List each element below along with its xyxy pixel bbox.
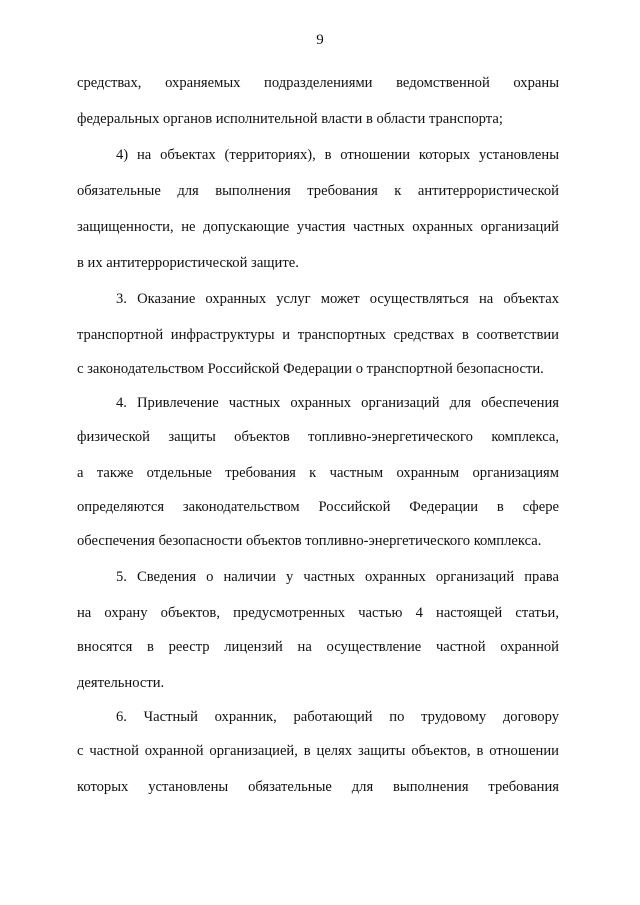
text-line: средствах, охраняемых подразделениями ведомственной охраны — [77, 75, 559, 91]
text-line: федеральных органов исполнительной власти в области транспорта; — [77, 111, 503, 127]
text-line: которых установлены обязательные для выполнения требования — [77, 779, 559, 795]
text-line: 4. Привлечение частных охранных организаций для обеспечения — [116, 395, 559, 411]
text-line: защищенности, не допускающие участия частных охранных организаций — [77, 219, 559, 235]
text-line: определяются законодательством Российской Федерации в сфере — [77, 499, 559, 515]
text-line: в их антитеррористической защите. — [77, 255, 299, 271]
text-line: 4) на объектах (территориях), в отношении которых установлены — [116, 147, 559, 163]
text-line: 6. Частный охранник, работающий по трудовому договору — [116, 709, 559, 725]
text-line: с законодательством Российской Федерации о транспортной безопасности. — [77, 361, 544, 377]
page-number: 9 — [316, 32, 324, 48]
text-line: а также отдельные требования к частным охранным организациям — [77, 465, 559, 481]
text-line: 3. Оказание охранных услуг может осуществляться на объектах — [116, 291, 559, 307]
text-line: обеспечения безопасности объектов топливно-энергетического комплекса. — [77, 533, 542, 549]
text-line: обязательные для выполнения требования к антитеррористической — [77, 183, 559, 199]
text-line: с частной охранной организацией, в целях защиты объектов, в отношении — [77, 743, 559, 759]
text-line: 5. Сведения о наличии у частных охранных организаций права — [116, 569, 559, 585]
text-line: на охрану объектов, предусмотренных частью 4 настоящей статьи, — [77, 605, 559, 621]
text-line: транспортной инфраструктуры и транспортных средствах в соответствии — [77, 327, 559, 343]
text-line: физической защиты объектов топливно-энергетического комплекса, — [77, 429, 559, 445]
text-line: вносятся в реестр лицензий на осуществление частной охранной — [77, 639, 559, 655]
text-line: деятельности. — [77, 675, 165, 691]
